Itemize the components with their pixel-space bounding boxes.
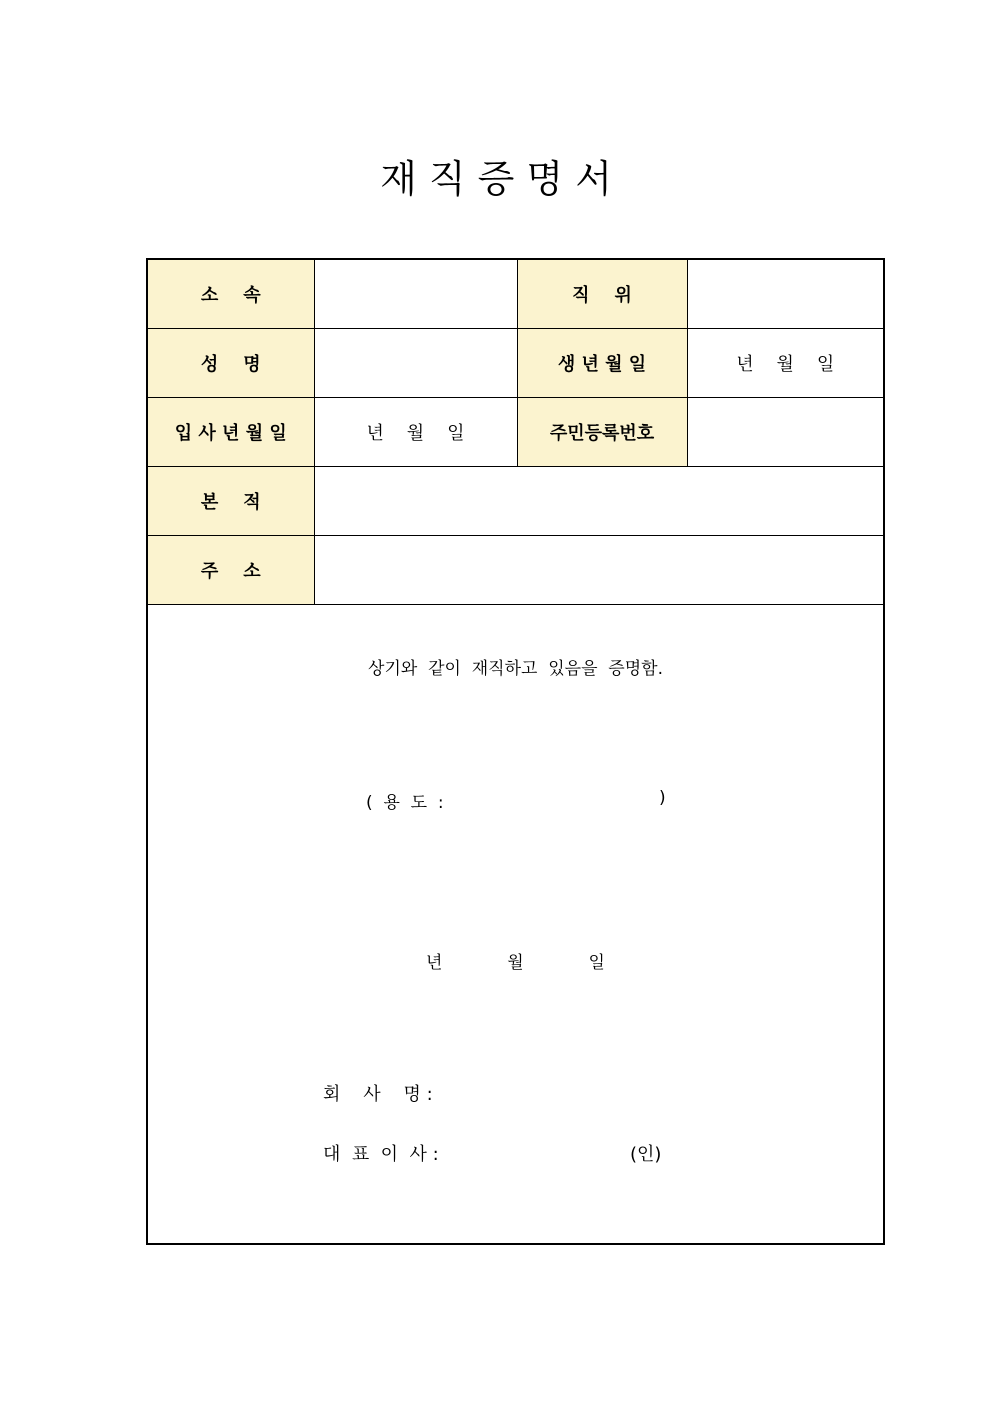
department-field[interactable]: [314, 260, 517, 329]
address-field[interactable]: [314, 536, 883, 605]
registered-domicile-label: 본 적: [148, 467, 314, 536]
position-field[interactable]: [687, 260, 883, 329]
certificate-form: [146, 258, 885, 1245]
registered-domicile-field[interactable]: [314, 467, 883, 536]
table-row: [148, 398, 883, 467]
name-label: 성 명: [148, 329, 314, 398]
certification-statement: 상기와 같이 재직하고 있음을 증명함.: [368, 659, 663, 679]
table-row: [148, 329, 883, 398]
name-field[interactable]: [314, 329, 517, 398]
purpose-label: ( 용 도 :: [366, 793, 444, 813]
table-row: [148, 467, 883, 536]
table-row: [148, 536, 883, 605]
table-row: [148, 260, 883, 329]
birth-date-field[interactable]: 년 월 일: [687, 329, 883, 398]
company-name-label: 회 사 명 :: [323, 1084, 433, 1105]
document-title: 재 직 증 명 서: [380, 157, 612, 201]
hire-date-label: 입 사 년 월 일: [148, 398, 314, 467]
birth-date-label: 생 년 월 일: [517, 329, 687, 398]
employee-info-table: [148, 260, 883, 605]
address-label: 주 소: [148, 536, 314, 605]
seal-mark: (인): [630, 1144, 662, 1165]
resident-number-field[interactable]: [687, 398, 883, 467]
purpose-close-paren: ): [659, 788, 666, 808]
resident-number-label: 주민등록번호: [517, 398, 687, 467]
issue-date-line: 년 월 일: [426, 953, 605, 973]
position-label: 직 위: [517, 260, 687, 329]
department-label: 소 속: [148, 260, 314, 329]
hire-date-field[interactable]: 년 월 일: [314, 398, 517, 467]
ceo-label: 대 표 이 사 :: [323, 1144, 439, 1165]
